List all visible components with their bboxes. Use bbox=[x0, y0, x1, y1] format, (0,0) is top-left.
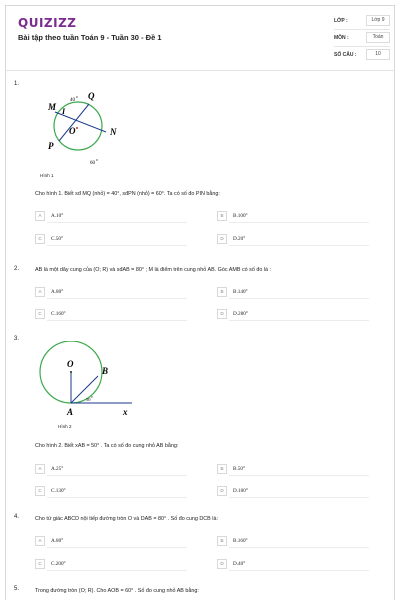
option-a[interactable] bbox=[35, 464, 187, 474]
option-a[interactable] bbox=[35, 211, 187, 221]
option-text: B.160° bbox=[233, 538, 248, 544]
question-text: Cho hình 2. Biết xAB = 50° . Ta có số đo cung nhỏ AB bằng: bbox=[35, 443, 179, 449]
option-letter: C bbox=[35, 486, 45, 496]
option-d[interactable] bbox=[217, 486, 369, 496]
option-d[interactable] bbox=[217, 234, 369, 244]
point-label-q: Q bbox=[88, 91, 95, 101]
angle-label-top: 40 bbox=[70, 98, 75, 103]
quizizz-logo: QUIZIZZ bbox=[18, 16, 77, 30]
angle-label: 50 bbox=[86, 397, 91, 402]
option-text: A.10° bbox=[51, 213, 64, 219]
question-number: 3. bbox=[14, 336, 20, 342]
subject-label: MÔN : bbox=[334, 35, 349, 41]
point-label-i: I bbox=[62, 107, 66, 116]
divider bbox=[334, 46, 390, 47]
option-letter: C bbox=[35, 559, 45, 569]
question-number: 4. bbox=[14, 514, 20, 520]
option-b[interactable] bbox=[217, 211, 369, 221]
degree-mark: 0 bbox=[96, 158, 98, 162]
worksheet-title: Bài tập theo tuần Toán 9 - Tuần 30 - Đề 1 bbox=[18, 33, 162, 42]
point-label-o: O bbox=[67, 359, 74, 369]
worksheet-header bbox=[6, 6, 395, 71]
figure-1 bbox=[40, 86, 130, 172]
point-label-x: x bbox=[123, 407, 128, 417]
option-b[interactable] bbox=[217, 287, 369, 297]
option-letter: C bbox=[35, 309, 45, 319]
option-c[interactable] bbox=[35, 559, 187, 569]
option-d[interactable] bbox=[217, 559, 369, 569]
option-b[interactable] bbox=[217, 536, 369, 546]
point-label-b: B bbox=[102, 366, 109, 376]
point-label-p: P bbox=[48, 141, 54, 151]
option-letter: C bbox=[35, 234, 45, 244]
option-c[interactable] bbox=[35, 486, 187, 496]
point-label-a: A bbox=[67, 407, 74, 417]
point-label-m: M bbox=[48, 102, 57, 112]
figure-caption: Hình 1 bbox=[40, 173, 54, 178]
option-letter: A bbox=[35, 464, 45, 474]
degree-mark: 0 bbox=[91, 395, 93, 399]
option-c[interactable] bbox=[35, 234, 187, 244]
option-a[interactable] bbox=[35, 536, 187, 546]
option-text: D.20° bbox=[233, 236, 246, 242]
option-letter: A bbox=[35, 211, 45, 221]
option-letter: B bbox=[217, 464, 227, 474]
question-text: Cho hình 1. Biết sđ MQ (nhỏ) = 40°, sđPN (nhỏ) = 60°. Ta có số đo PIN bằng: bbox=[35, 191, 220, 197]
option-letter: D bbox=[217, 234, 227, 244]
angle-label-bottom: 60 bbox=[90, 161, 95, 166]
option-text: A.25° bbox=[51, 466, 64, 472]
option-text: A.80° bbox=[51, 538, 64, 544]
question-number: 1. bbox=[14, 81, 20, 87]
option-letter: A bbox=[35, 287, 45, 297]
option-letter: B bbox=[217, 211, 227, 221]
subject-value: Toán bbox=[366, 32, 390, 43]
option-text: B.100° bbox=[233, 213, 248, 219]
option-text: A.80° bbox=[51, 289, 64, 295]
class-value: Lớp 9 bbox=[366, 15, 390, 26]
option-text: B.50° bbox=[233, 466, 246, 472]
count-value: 10 bbox=[366, 49, 390, 60]
count-label: SỐ CÂU : bbox=[334, 52, 357, 58]
option-text: C.160° bbox=[51, 311, 66, 317]
option-text: C.200° bbox=[51, 561, 66, 567]
degree-mark: 0 bbox=[76, 95, 78, 99]
question-number: 5. bbox=[14, 586, 20, 592]
option-text: C.130° bbox=[51, 488, 66, 494]
option-b[interactable] bbox=[217, 464, 369, 474]
option-letter: D bbox=[217, 486, 227, 496]
divider bbox=[334, 29, 390, 30]
option-letter: D bbox=[217, 559, 227, 569]
option-text: D.40° bbox=[233, 561, 246, 567]
figure-2 bbox=[34, 341, 144, 426]
option-letter: A bbox=[35, 536, 45, 546]
option-letter: B bbox=[217, 287, 227, 297]
option-letter: D bbox=[217, 309, 227, 319]
point-label-n: N bbox=[110, 127, 117, 137]
option-text: B.140° bbox=[233, 289, 248, 295]
class-label: LỚP : bbox=[334, 18, 348, 24]
worksheet-page bbox=[5, 5, 395, 600]
option-text: D.280° bbox=[233, 311, 248, 317]
option-text: D.100° bbox=[233, 488, 248, 494]
question-number: 2. bbox=[14, 266, 20, 272]
option-text: C.50° bbox=[51, 236, 64, 242]
option-a[interactable] bbox=[35, 287, 187, 297]
point-label-o: O bbox=[69, 126, 76, 136]
option-c[interactable] bbox=[35, 309, 187, 319]
question-text: Trong đường tròn (O; R). Cho AOB = 60° . Số đo cung nhỏ AB bằng: bbox=[35, 588, 199, 594]
figure-caption: Hình 2 bbox=[58, 424, 72, 429]
option-letter: B bbox=[217, 536, 227, 546]
question-text: AB là một dây cung của (O; R) và sđAB = 80° ; M là điểm trên cung nhỏ AB. Góc AMB có số đo là : bbox=[35, 267, 272, 273]
option-d[interactable] bbox=[217, 309, 369, 319]
question-text: Cho tứ giác ABCD nội tiếp đường tròn O và DAB = 80° . Số đo cung DCB là: bbox=[35, 516, 218, 522]
